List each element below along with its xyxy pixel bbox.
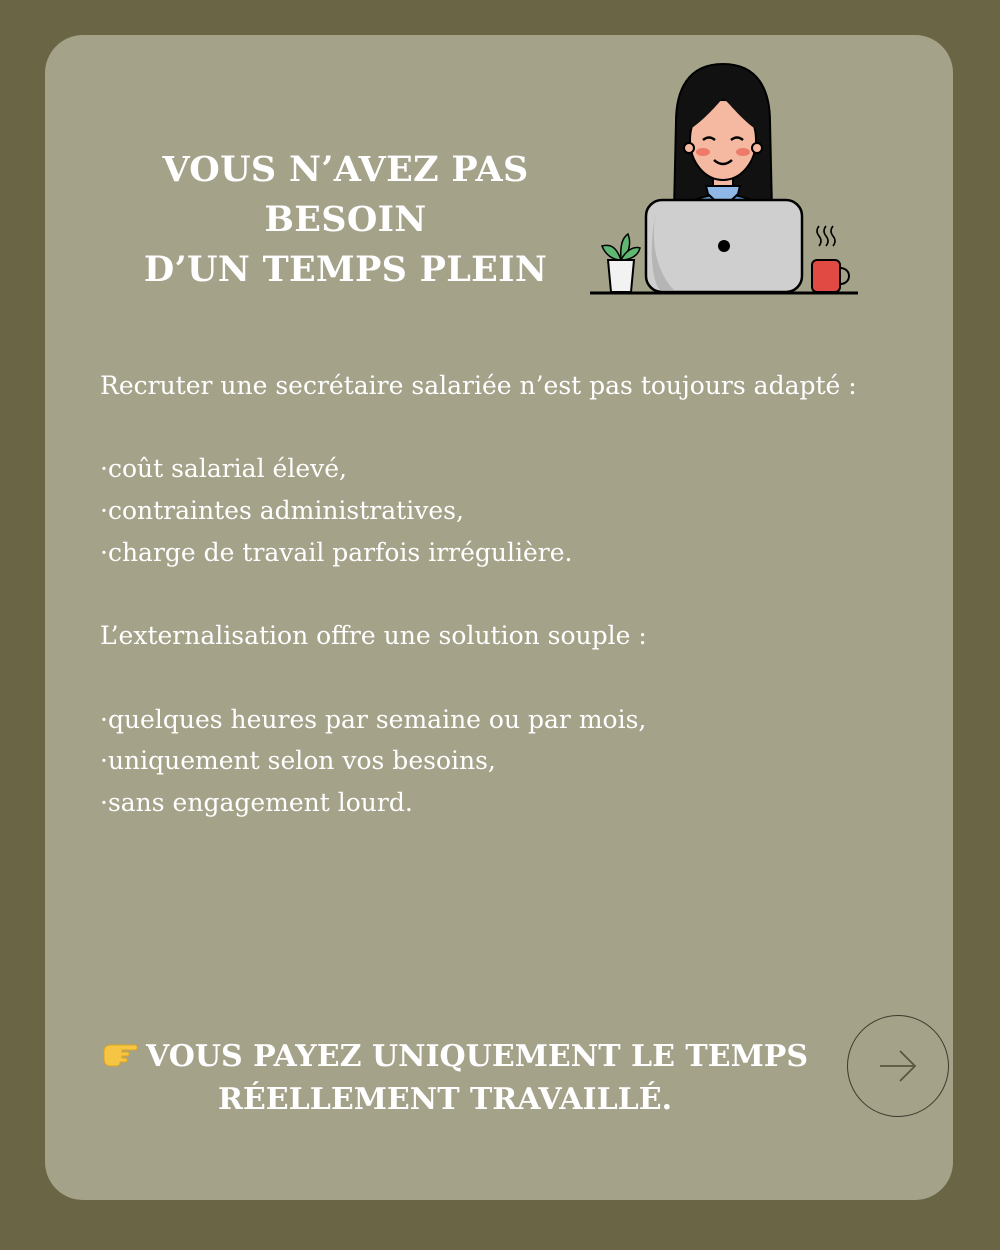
callout-line-2: RÉELLEMENT TRAVAILLÉ. [218,1082,673,1117]
callout-text [100,1035,809,1121]
list-item: ·charge de travail parfois irrégulière. [100,537,573,567]
arrow-right-icon [878,1048,918,1084]
list-item: ·contraintes administratives, [100,496,464,526]
page-title [103,145,588,295]
title-line-1: VOUS N’AVEZ PAS BESOIN [162,149,529,240]
list-item: ·coût salarial élevé, [100,454,347,484]
list-item: ·uniquement selon vos besoins, [100,746,496,776]
woman-at-laptop-illustration [590,60,860,305]
solution-intro-text: L’externalisation offre une solution souple : [100,621,647,651]
body-text [100,365,920,824]
intro-text: Recruter une secrétaire salariée n’est pas toujours adapté : [100,371,857,400]
list-item: ·sans engagement lourd. [100,787,413,817]
list-item: ·quelques heures par semaine ou par mois, [100,704,647,734]
callout-line-1: VOUS PAYEZ UNIQUEMENT LE TEMPS [146,1039,809,1074]
content-card [45,35,953,1200]
next-button[interactable] [847,1015,949,1117]
title-line-2: D’UN TEMPS PLEIN [143,249,548,290]
pointing-hand-icon [100,1039,140,1069]
